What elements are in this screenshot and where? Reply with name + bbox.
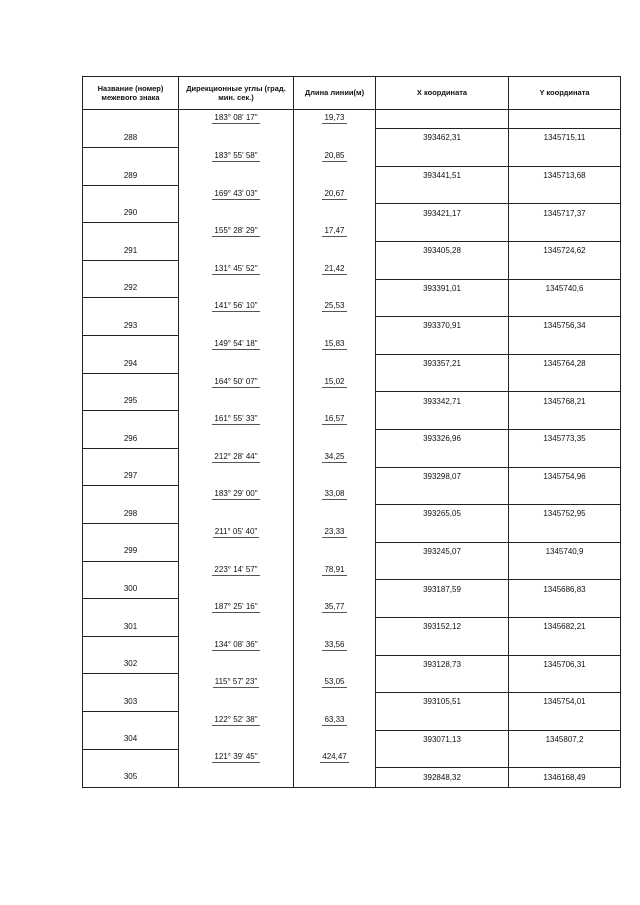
point-y: 1345752,95 bbox=[509, 505, 621, 524]
segment-angle: 187° 25' 16" bbox=[214, 602, 258, 612]
segment-length: 20,85 bbox=[324, 150, 345, 160]
point-y: 1345717,37 bbox=[509, 204, 621, 223]
segment-length: 15,83 bbox=[324, 338, 345, 348]
segment-length: 53,05 bbox=[324, 677, 345, 687]
point-name: 295 bbox=[83, 392, 179, 411]
point-y: 1345756,34 bbox=[509, 317, 621, 336]
header-x: X координата bbox=[376, 77, 509, 110]
table-row bbox=[83, 524, 621, 543]
point-x: 393421,17 bbox=[376, 204, 509, 223]
table-row bbox=[83, 411, 621, 430]
segment-length: 424,47 bbox=[322, 752, 347, 762]
segment-angle: 183° 29' 00" bbox=[214, 489, 258, 499]
table-row bbox=[83, 148, 621, 167]
table-row bbox=[83, 298, 621, 317]
point-y: 1345740,6 bbox=[509, 279, 621, 298]
point-x: 393187,59 bbox=[376, 580, 509, 599]
point-x: 393152,12 bbox=[376, 618, 509, 637]
table-row bbox=[83, 279, 621, 298]
point-name: 301 bbox=[83, 618, 179, 637]
segment-length: 19,73 bbox=[324, 113, 345, 123]
table-row bbox=[83, 430, 621, 449]
point-x: 393245,07 bbox=[376, 542, 509, 561]
point-y: 1345715,11 bbox=[509, 129, 621, 148]
point-x: 393105,51 bbox=[376, 693, 509, 712]
table-row bbox=[83, 354, 621, 373]
segment-length: 25,53 bbox=[324, 301, 345, 311]
header-length: Длина линии(м) bbox=[294, 77, 376, 110]
point-y: 1345686,83 bbox=[509, 580, 621, 599]
segment-angle: 141° 56' 10" bbox=[214, 301, 258, 311]
point-x: 393128,73 bbox=[376, 655, 509, 674]
segment-length: 34,25 bbox=[324, 451, 345, 461]
point-y: 1345706,31 bbox=[509, 655, 621, 674]
table-row bbox=[83, 260, 621, 279]
segment-angle: 183° 55' 58" bbox=[214, 150, 258, 160]
table-row bbox=[83, 561, 621, 580]
table-row bbox=[83, 129, 621, 148]
point-name: 288 bbox=[83, 129, 179, 148]
table-row bbox=[83, 373, 621, 392]
table-row bbox=[83, 223, 621, 242]
table-row bbox=[83, 636, 621, 655]
point-x: 393391,01 bbox=[376, 279, 509, 298]
table-row bbox=[83, 749, 621, 768]
segment-length: 21,42 bbox=[324, 263, 345, 273]
point-name: 299 bbox=[83, 542, 179, 561]
segment-angle: 223° 14' 57" bbox=[214, 564, 258, 574]
point-y: 1345713,68 bbox=[509, 166, 621, 185]
point-name: 300 bbox=[83, 580, 179, 599]
table-body bbox=[83, 110, 621, 788]
point-name: 294 bbox=[83, 354, 179, 373]
point-y: 1345724,62 bbox=[509, 242, 621, 261]
segment-angle: 131° 45' 52" bbox=[214, 263, 258, 273]
coordinates-table bbox=[82, 76, 621, 788]
table-row bbox=[83, 712, 621, 731]
table-row bbox=[83, 392, 621, 411]
point-name: 302 bbox=[83, 655, 179, 674]
point-name: 297 bbox=[83, 467, 179, 486]
point-x: 393370,91 bbox=[376, 317, 509, 336]
point-name: 296 bbox=[83, 430, 179, 449]
table-row bbox=[83, 655, 621, 674]
segment-angle: 212° 28' 44" bbox=[214, 451, 258, 461]
segment-length: 33,08 bbox=[324, 489, 345, 499]
point-x: 393462,31 bbox=[376, 129, 509, 148]
table-row bbox=[83, 599, 621, 618]
segment-length: 15,02 bbox=[324, 376, 345, 386]
table-row bbox=[83, 486, 621, 505]
point-name: 291 bbox=[83, 242, 179, 261]
table-row bbox=[83, 674, 621, 693]
point-y: 1345807,2 bbox=[509, 730, 621, 749]
segment-angle: 122° 52' 38" bbox=[214, 714, 258, 724]
point-name: 292 bbox=[83, 279, 179, 298]
segment-length: 16,57 bbox=[324, 414, 345, 424]
point-y: 1345764,28 bbox=[509, 354, 621, 373]
point-x: 393405,28 bbox=[376, 242, 509, 261]
point-y: 1345773,35 bbox=[509, 430, 621, 449]
segment-angle: 155° 28' 29" bbox=[214, 226, 258, 236]
table-row bbox=[83, 448, 621, 467]
segment-angle: 161° 55' 33" bbox=[214, 414, 258, 424]
point-x: 393071,13 bbox=[376, 730, 509, 749]
segment-angle: 134° 08' 36" bbox=[214, 639, 258, 649]
segment-length: 35,77 bbox=[324, 602, 345, 612]
point-x: 393326,96 bbox=[376, 430, 509, 449]
table-row bbox=[83, 730, 621, 749]
segment-length: 20,67 bbox=[324, 188, 345, 198]
point-name: 298 bbox=[83, 505, 179, 524]
point-y: 1345754,96 bbox=[509, 467, 621, 486]
header-name: Название (номер) межевого знака bbox=[83, 77, 179, 110]
table-row bbox=[83, 336, 621, 355]
table-row bbox=[83, 204, 621, 223]
point-y: 1345682,21 bbox=[509, 618, 621, 637]
point-x: 393265,05 bbox=[376, 505, 509, 524]
table-row bbox=[83, 693, 621, 712]
table-row bbox=[83, 618, 621, 637]
segment-length: 63,33 bbox=[324, 714, 345, 724]
table-row bbox=[83, 242, 621, 261]
header-angle: Дирекционные углы (град. мин. сек.) bbox=[179, 77, 294, 110]
segment-length: 23,33 bbox=[324, 526, 345, 536]
point-name: 290 bbox=[83, 204, 179, 223]
point-y: 1346168,49 bbox=[509, 768, 621, 787]
table-row bbox=[83, 542, 621, 561]
segment-length: 33,56 bbox=[324, 639, 345, 649]
point-y: 1345740,9 bbox=[509, 542, 621, 561]
point-name: 304 bbox=[83, 730, 179, 749]
header-y: Y координата bbox=[509, 77, 621, 110]
segment-angle: 149° 54' 18" bbox=[214, 338, 258, 348]
segment-length: 17,47 bbox=[324, 226, 345, 236]
point-name: 303 bbox=[83, 693, 179, 712]
point-name: 305 bbox=[83, 768, 179, 787]
segment-angle: 183° 08' 17" bbox=[214, 113, 258, 123]
point-x: 392848,32 bbox=[376, 768, 509, 787]
point-y: 1345754,01 bbox=[509, 693, 621, 712]
segment-length: 78,91 bbox=[324, 564, 345, 574]
point-y: 1345768,21 bbox=[509, 392, 621, 411]
point-name: 289 bbox=[83, 166, 179, 185]
point-x: 393342,71 bbox=[376, 392, 509, 411]
table-row bbox=[83, 768, 621, 787]
point-x: 393298,07 bbox=[376, 467, 509, 486]
table-row bbox=[83, 505, 621, 524]
point-name: 293 bbox=[83, 317, 179, 336]
point-x: 393357,21 bbox=[376, 354, 509, 373]
table-row bbox=[83, 580, 621, 599]
table-row bbox=[83, 185, 621, 204]
table-row bbox=[83, 467, 621, 486]
table-row bbox=[83, 166, 621, 185]
segment-angle: 211° 05' 40" bbox=[214, 526, 258, 536]
segment-angle: 115° 57' 23" bbox=[214, 677, 258, 687]
segment-angle: 169° 43' 03" bbox=[214, 188, 258, 198]
segment-angle: 121° 39' 45" bbox=[214, 752, 258, 762]
point-x: 393441,51 bbox=[376, 166, 509, 185]
table-row bbox=[83, 317, 621, 336]
segment-angle: 164° 50' 07" bbox=[214, 376, 258, 386]
table-header-row bbox=[83, 77, 621, 110]
table-row bbox=[83, 110, 621, 129]
